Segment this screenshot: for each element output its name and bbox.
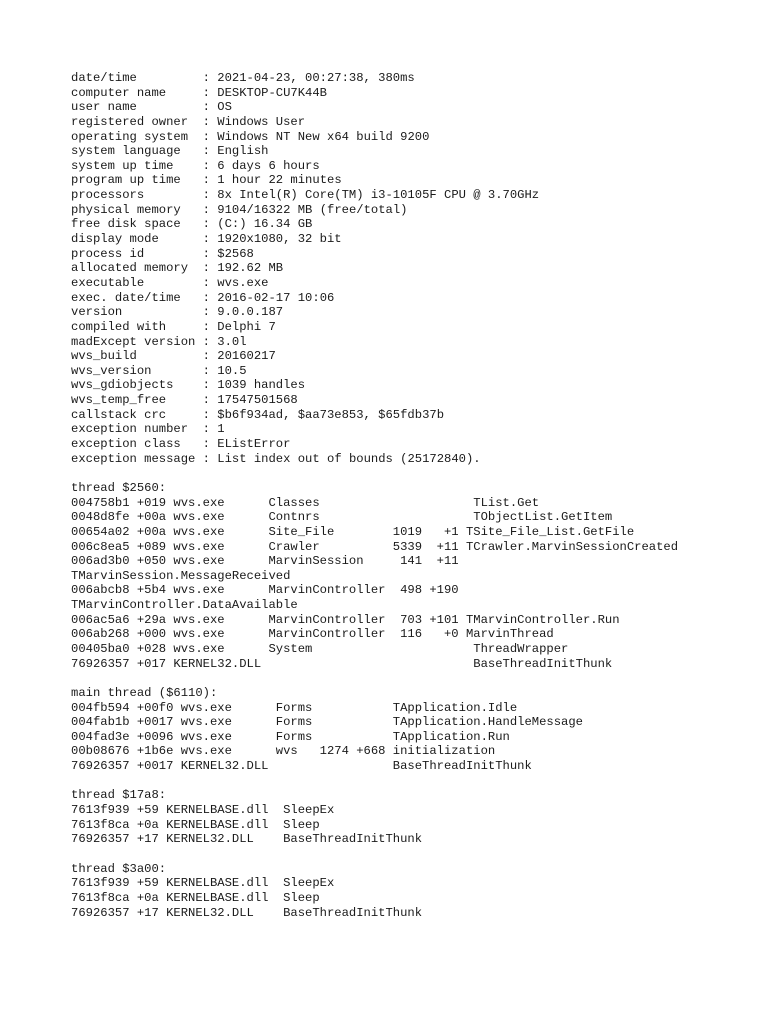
header-line: wvs_version : 10.5 bbox=[71, 363, 247, 378]
stack-line: 76926357 +017 KERNEL32.DLL BaseThreadInitThunk bbox=[71, 656, 613, 671]
field-value: OS bbox=[217, 100, 232, 115]
field-key: wvs_version bbox=[71, 363, 152, 378]
field-key: exception message bbox=[71, 451, 196, 466]
field-value: 10.5 bbox=[217, 363, 247, 378]
field-value: Windows NT New x64 build 9200 bbox=[217, 129, 430, 144]
spacer bbox=[71, 847, 761, 862]
crash-report bbox=[71, 71, 761, 920]
stack-line: 76926357 +0017 KERNEL32.DLL BaseThreadInitThunk bbox=[71, 759, 532, 774]
thread-block bbox=[71, 862, 761, 921]
stack-line: 7613f939 +59 KERNELBASE.dll SleepEx bbox=[71, 803, 335, 818]
field-value: 2021-04-23, 00:27:38, 380ms bbox=[217, 71, 415, 85]
field-key: exec. date/time bbox=[71, 290, 181, 305]
stack-line: 004fad3e +0096 wvs.exe Forms TApplication.Run bbox=[71, 729, 510, 744]
stack-line: 7613f8ca +0a KERNELBASE.dll Sleep bbox=[71, 817, 320, 832]
stack-line: 00654a02 +00a wvs.exe Site_File 1019 +1 TSite_File_List.GetFile bbox=[71, 524, 635, 539]
stack-line: 006abcb8 +5b4 wvs.exe MarvinController 498 +190 bbox=[71, 583, 459, 598]
field-value: 1039 handles bbox=[217, 378, 306, 393]
header-line: free disk space : (C:) 16.34 GB bbox=[71, 217, 313, 232]
stack-line: 76926357 +17 KERNEL32.DLL BaseThreadInitThunk bbox=[71, 905, 423, 920]
header-line: exception message : List index out of bounds (25172840). bbox=[71, 451, 481, 466]
stack-line: 006ac5a6 +29a wvs.exe MarvinController 703 +101 TMarvinController.Run bbox=[71, 612, 620, 627]
header-line: process id : $2568 bbox=[71, 246, 254, 261]
field-value: List index out of bounds (25172840). bbox=[217, 451, 481, 466]
header-line: registered owner : Windows User bbox=[71, 114, 306, 129]
header-line: computer name : DESKTOP-CU7K44B bbox=[71, 85, 327, 100]
stack-line: 004758b1 +019 wvs.exe Classes TList.Get bbox=[71, 495, 540, 510]
thread-block bbox=[71, 686, 761, 774]
field-key: date/time bbox=[71, 71, 137, 85]
spacer bbox=[71, 774, 761, 789]
field-value: DESKTOP-CU7K44B bbox=[217, 85, 327, 100]
field-key: registered owner bbox=[71, 114, 189, 129]
field-key: wvs_gdiobjects bbox=[71, 378, 174, 393]
header-line: user name : OS bbox=[71, 100, 232, 115]
field-value: 17547501568 bbox=[217, 393, 298, 408]
thread-title: thread $2560: bbox=[71, 480, 167, 495]
stack-line: 7613f8ca +0a KERNELBASE.dll Sleep bbox=[71, 890, 320, 905]
header-line: callstack crc : $b6f934ad, $aa73e853, $65fdb37b bbox=[71, 407, 445, 422]
field-key: version bbox=[71, 305, 123, 320]
field-value: 1920x1080, 32 bit bbox=[217, 232, 342, 247]
field-key: system language bbox=[71, 144, 181, 159]
stack-line: 006ad3b0 +050 wvs.exe MarvinSession 141 +11 bbox=[71, 554, 459, 569]
stack-line: 004fab1b +0017 wvs.exe Forms TApplication.HandleMessage bbox=[71, 715, 583, 730]
stack-line: 76926357 +17 KERNEL32.DLL BaseThreadInitThunk bbox=[71, 832, 423, 847]
field-key: process id bbox=[71, 246, 145, 261]
field-value: 3.0l bbox=[217, 334, 247, 349]
stack-line: 006c8ea5 +089 wvs.exe Crawler 5339 +11 TCrawler.MarvinSessionCreated bbox=[71, 539, 679, 554]
header-line: date/time : 2021-04-23, 00:27:38, 380ms bbox=[71, 71, 415, 85]
field-value: wvs.exe bbox=[217, 275, 269, 290]
field-key: callstack crc bbox=[71, 407, 167, 422]
thread-title: thread $17a8: bbox=[71, 788, 167, 803]
field-key: computer name bbox=[71, 85, 167, 100]
stack-line: 00405ba0 +028 wvs.exe System ThreadWrapper bbox=[71, 641, 569, 656]
field-key: free disk space bbox=[71, 217, 181, 232]
header-line: compiled with : Delphi 7 bbox=[71, 319, 276, 334]
header-line: madExcept version : 3.0l bbox=[71, 334, 247, 349]
stack-line: 004fb594 +00f0 wvs.exe Forms TApplication.Idle bbox=[71, 700, 518, 715]
field-key: executable bbox=[71, 275, 145, 290]
field-value: 20160217 bbox=[217, 349, 276, 364]
field-value: $2568 bbox=[217, 246, 254, 261]
field-value: 8x Intel(R) Core(TM) i3-10105F CPU @ 3.70GHz bbox=[217, 188, 540, 203]
field-key: exception number bbox=[71, 422, 189, 437]
stack-line: 00b08676 +1b6e wvs.exe wvs 1274 +668 initialization bbox=[71, 744, 496, 759]
header-line: processors : 8x Intel(R) Core(TM) i3-10105F CPU @ 3.70GHz bbox=[71, 188, 540, 203]
header-line: operating system : Windows NT New x64 build 9200 bbox=[71, 129, 430, 144]
header-line: exec. date/time : 2016-02-17 10:06 bbox=[71, 290, 335, 305]
spacer bbox=[71, 671, 761, 686]
header-line: wvs_gdiobjects : 1039 handles bbox=[71, 378, 306, 393]
header-line: display mode : 1920x1080, 32 bit bbox=[71, 232, 342, 247]
field-value: Windows User bbox=[217, 114, 306, 129]
header-line: program up time : 1 hour 22 minutes bbox=[71, 173, 342, 188]
stack-line: 0048d8fe +00a wvs.exe Contnrs TObjectList.GetItem bbox=[71, 510, 613, 525]
header-line: physical memory : 9104/16322 MB (free/total) bbox=[71, 202, 408, 217]
field-value: 6 days 6 hours bbox=[217, 158, 320, 173]
field-key: system up time bbox=[71, 158, 174, 173]
field-value: 9104/16322 MB (free/total) bbox=[217, 202, 408, 217]
field-value: 192.62 MB bbox=[217, 261, 284, 276]
field-value: 2016-02-17 10:06 bbox=[217, 290, 335, 305]
report-header bbox=[71, 71, 761, 466]
stack-line: TMarvinController.DataAvailable bbox=[71, 598, 298, 613]
field-key: processors bbox=[71, 188, 145, 203]
header-line: exception number : 1 bbox=[71, 422, 225, 437]
header-line: allocated memory : 192.62 MB bbox=[71, 261, 284, 276]
field-key: wvs_temp_free bbox=[71, 393, 167, 408]
field-value: 1 hour 22 minutes bbox=[217, 173, 342, 188]
field-key: allocated memory bbox=[71, 261, 189, 276]
field-key: operating system bbox=[71, 129, 189, 144]
field-value: 1 bbox=[217, 422, 225, 437]
header-line: exception class : EListError bbox=[71, 437, 291, 452]
field-value: Delphi 7 bbox=[217, 319, 276, 334]
field-key: exception class bbox=[71, 437, 181, 452]
header-line: system up time : 6 days 6 hours bbox=[71, 158, 320, 173]
field-key: physical memory bbox=[71, 202, 181, 217]
field-value: $b6f934ad, $aa73e853, $65fdb37b bbox=[217, 407, 445, 422]
header-line: executable : wvs.exe bbox=[71, 275, 269, 290]
field-value: English bbox=[217, 144, 269, 159]
spacer bbox=[71, 466, 761, 481]
thread-block bbox=[71, 481, 761, 671]
stack-line: 7613f939 +59 KERNELBASE.dll SleepEx bbox=[71, 876, 335, 891]
field-key: wvs_build bbox=[71, 349, 137, 364]
header-line: system language : English bbox=[71, 144, 269, 159]
header-line: version : 9.0.0.187 bbox=[71, 305, 284, 320]
field-key: madExcept version bbox=[71, 334, 196, 349]
stack-line: 006ab268 +000 wvs.exe MarvinController 116 +0 MarvinThread bbox=[71, 627, 554, 642]
stack-line: TMarvinSession.MessageReceived bbox=[71, 568, 291, 583]
field-value: EListError bbox=[217, 437, 291, 452]
field-key: user name bbox=[71, 100, 137, 115]
header-line: wvs_temp_free : 17547501568 bbox=[71, 393, 298, 408]
header-line: wvs_build : 20160217 bbox=[71, 349, 276, 364]
thread-title: thread $3a00: bbox=[71, 861, 167, 876]
field-key: display mode bbox=[71, 232, 159, 247]
thread-title: main thread ($6110): bbox=[71, 685, 218, 700]
field-key: compiled with bbox=[71, 319, 167, 334]
field-key: program up time bbox=[71, 173, 181, 188]
thread-block bbox=[71, 788, 761, 847]
field-value: 9.0.0.187 bbox=[217, 305, 284, 320]
field-value: (C:) 16.34 GB bbox=[217, 217, 313, 232]
